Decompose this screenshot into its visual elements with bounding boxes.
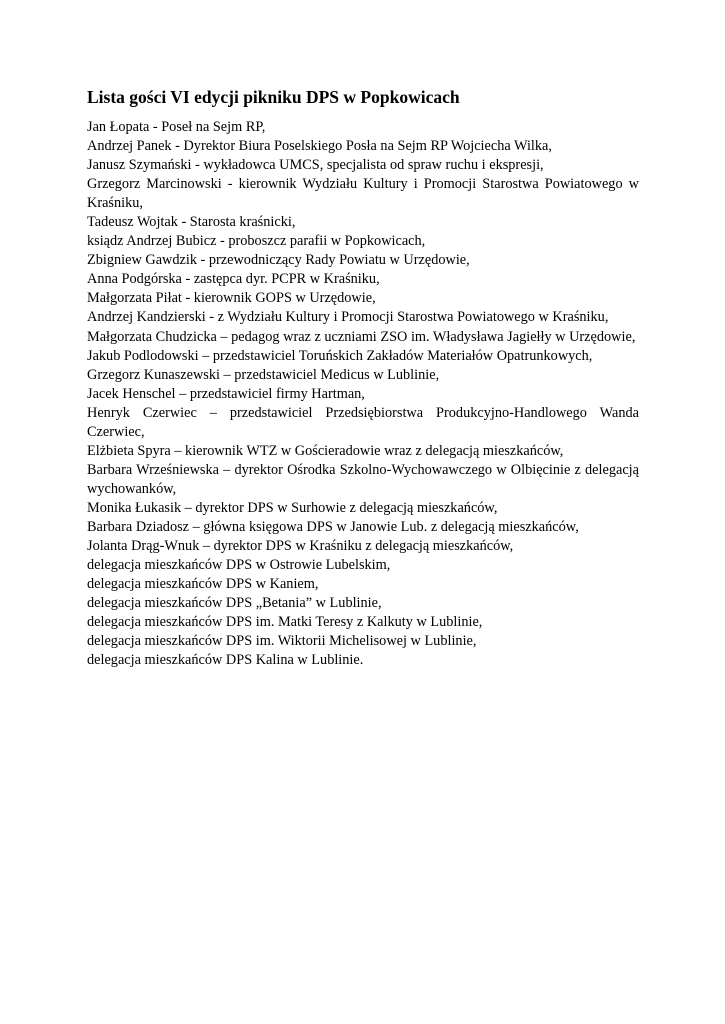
guest-list-entry: delegacja mieszkańców DPS w Kaniem, <box>87 576 319 593</box>
guest-list-entry: delegacja mieszkańców DPS w Ostrowie Lubelskim, <box>87 557 391 574</box>
guest-list-entry: Małgorzata Piłat - kierownik GOPS w Urzędowie, <box>87 290 376 307</box>
guest-list-entry: delegacja mieszkańców DPS „Betania” w Lublinie, <box>87 595 382 612</box>
guest-list-entry: Tadeusz Wojtak - Starosta kraśnicki, <box>87 214 296 231</box>
guest-list <box>87 118 639 670</box>
guest-list-entry: Anna Podgórska - zastępca dyr. PCPR w Kraśniku, <box>87 271 380 288</box>
guest-list-entry: delegacja mieszkańców DPS im. Wiktorii Michelisowej w Lublinie, <box>87 633 477 650</box>
guest-list-entry: Małgorzata Chudzicka – pedagog wraz z uczniami ZSO im. Władysława Jagiełły w Urzędowie, <box>87 328 636 345</box>
guest-list-entry: Jan Łopata - Poseł na Sejm RP, <box>87 119 266 135</box>
guest-list-entry: delegacja mieszkańców DPS im. Matki Teresy z Kalkuty w Lublinie, <box>87 614 483 631</box>
guest-list-entry: Zbigniew Gawdzik - przewodniczący Rady Powiatu w Urzędowie, <box>87 252 470 269</box>
guest-list-entry: Jacek Henschel – przedstawiciel firmy Hartman, <box>87 385 365 402</box>
guest-list-entry: Grzegorz Marcinowski - kierownik Wydziału Kultury i Promocji Starostwa Powiatowego w Kraśniku, <box>87 176 639 212</box>
guest-list-entry: Monika Łukasik – dyrektor DPS w Surhowie z delegacją mieszkańców, <box>87 499 498 516</box>
guest-list-entry: Barbara Wrześniewska – dyrektor Ośrodka Szkolno-Wychowawczego w Olbięcinie z delegacją wychowanków, <box>87 461 639 497</box>
guest-list-entry: Grzegorz Kunaszewski – przedstawiciel Medicus w Lublinie, <box>87 366 440 383</box>
guest-list-entry: Andrzej Panek - Dyrektor Biura Poselskiego Posła na Sejm RP Wojciecha Wilka, <box>87 138 552 155</box>
guest-list-entry: Elżbieta Spyra – kierownik WTZ w Gościeradowie wraz z delegacją mieszkańców, <box>87 442 564 459</box>
guest-list-entry: ksiądz Andrzej Bubicz - proboszcz parafii w Popkowicach, <box>87 233 426 250</box>
guest-list-entry: Jolanta Drąg-Wnuk – dyrektor DPS w Kraśniku z delegacją mieszkańców, <box>87 538 514 555</box>
guest-list-entry: Andrzej Kandzierski - z Wydziału Kultury i Promocji Starostwa Powiatowego w Kraśniku, <box>87 309 609 326</box>
guest-list-entry: Henryk Czerwiec – przedstawiciel Przedsiębiorstwa Produkcyjno-Handlowego Wanda Czerwiec, <box>87 404 639 440</box>
guest-list-entry: Barbara Dziadosz – główna księgowa DPS w Janowie Lub. z delegacją mieszkańców, <box>87 518 579 535</box>
guest-list-entry: delegacja mieszkańców DPS Kalina w Lublinie. <box>87 652 364 669</box>
guest-list-entry: Janusz Szymański - wykładowca UMCS, specjalista od spraw ruchu i ekspresji, <box>87 157 544 174</box>
document-title: Lista gości VI edycji pikniku DPS w Popkowicach <box>87 87 460 107</box>
guest-list-entry: Jakub Podlodowski – przedstawiciel Toruńskich Zakładów Materiałów Opatrunkowych, <box>87 347 593 364</box>
